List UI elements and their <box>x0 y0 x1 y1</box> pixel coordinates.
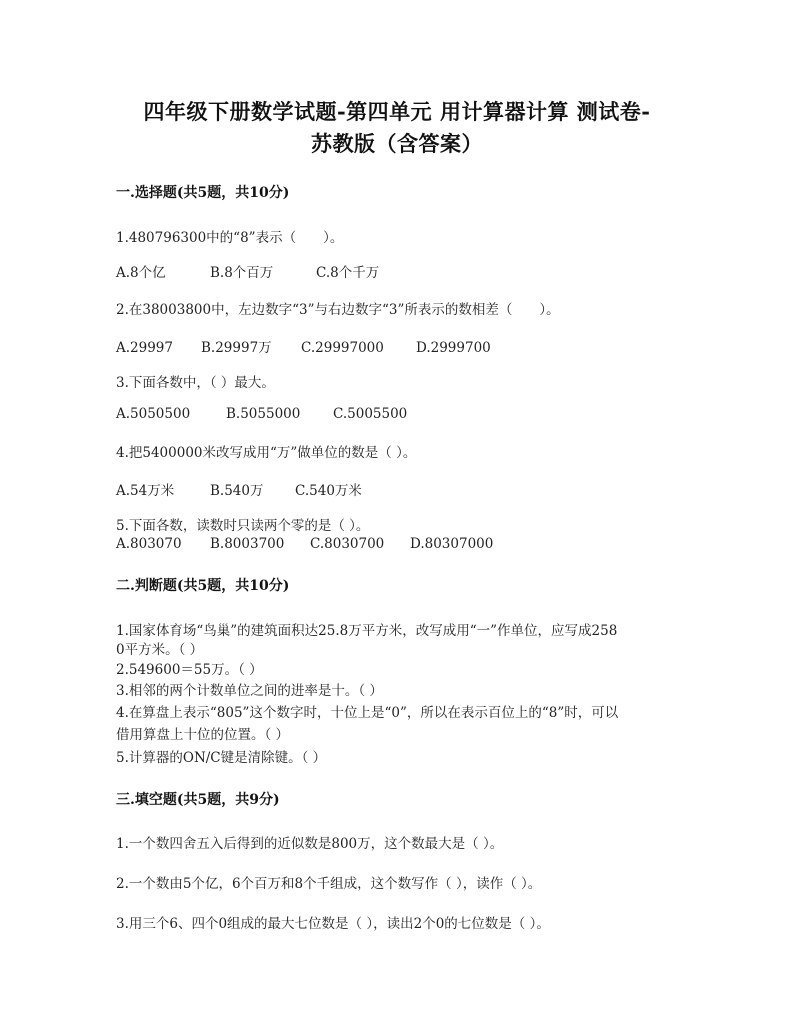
fill-question: 3.用三个6、四个0组成的最大七位数是（ ），读出2个0的七位数是（ ）。 <box>116 916 550 932</box>
option: A.803070 <box>116 536 182 552</box>
option: C.5005500 <box>333 406 408 422</box>
section-heading-choice: 一.选择题(共5题，共10分) <box>116 185 290 201</box>
option: B.8个百万 <box>210 265 274 281</box>
option: C.8个千万 <box>316 265 380 281</box>
fill-question: 2.一个数由5个亿，6个百万和8个千组成，这个数写作（ ），读作（ ）。 <box>116 876 542 892</box>
question-text: 3.下面各数中，（ ）最大。 <box>116 375 275 391</box>
option: C.29997000 <box>301 340 384 356</box>
question-text: 5.下面各数，读数时只读两个零的是（ ）。 <box>116 518 370 534</box>
question-options <box>116 536 493 552</box>
option: A.5050500 <box>116 406 191 422</box>
question-text: 4.把5400000米改写成用“万”做单位的数是（ ）。 <box>116 445 417 461</box>
question-text: 1.480796300中的“8”表示（ ）。 <box>116 230 344 246</box>
statement-line: 借用算盘上十位的位置。（ ） <box>116 727 290 743</box>
question-text: 2.在38003800中，左边数字“3”与右边数字“3”所表示的数相差（ ）。 <box>116 302 560 318</box>
option: A.8个亿 <box>116 265 166 281</box>
statement-line: 5.计算器的ON/C键是清除键。（ ） <box>116 750 327 766</box>
option: B.5055000 <box>226 406 301 422</box>
statement-line: 4.在算盘上表示“805”这个数字时，十位上是“0”，所以在表示百位上的“8”时，可以 <box>116 705 619 721</box>
question-options <box>116 261 379 281</box>
page-title-line2: 苏教版（含答案） <box>311 131 483 156</box>
statement-line: 1.国家体育场“鸟巢”的建筑面积达25.8万平方米，改写成用“一”作单位，应写成258 <box>116 623 618 639</box>
question-options <box>116 336 491 356</box>
question-options <box>116 479 362 499</box>
option: C.540万米 <box>295 483 362 499</box>
option: C.8030700 <box>310 536 385 552</box>
fill-question: 1.一个数四舍五入后得到的近似数是800万，这个数最大是（ ）。 <box>116 836 504 852</box>
option: B.8003700 <box>210 536 285 552</box>
option: A.54万米 <box>116 483 175 499</box>
option: D.2999700 <box>416 340 491 356</box>
option: B.29997万 <box>201 340 272 356</box>
section-heading-judgement: 二.判断题(共5题，共10分) <box>116 578 290 594</box>
statement-line: 3.相邻的两个计数单位之间的进率是十。（ ） <box>116 683 383 699</box>
page-title-line1: 四年级下册数学试题-第四单元 用计算器计算 测试卷- <box>143 99 651 124</box>
statement-line: 0平方米。（ ） <box>116 642 204 658</box>
question-options <box>116 406 407 422</box>
statement-line: 2.549600＝55万。（ ） <box>116 662 263 678</box>
section-heading-fill: 三.填空题(共5题，共9分) <box>116 792 280 808</box>
option: B.540万 <box>210 483 264 499</box>
option: A.29997 <box>116 340 173 356</box>
option: D.80307000 <box>410 536 494 552</box>
